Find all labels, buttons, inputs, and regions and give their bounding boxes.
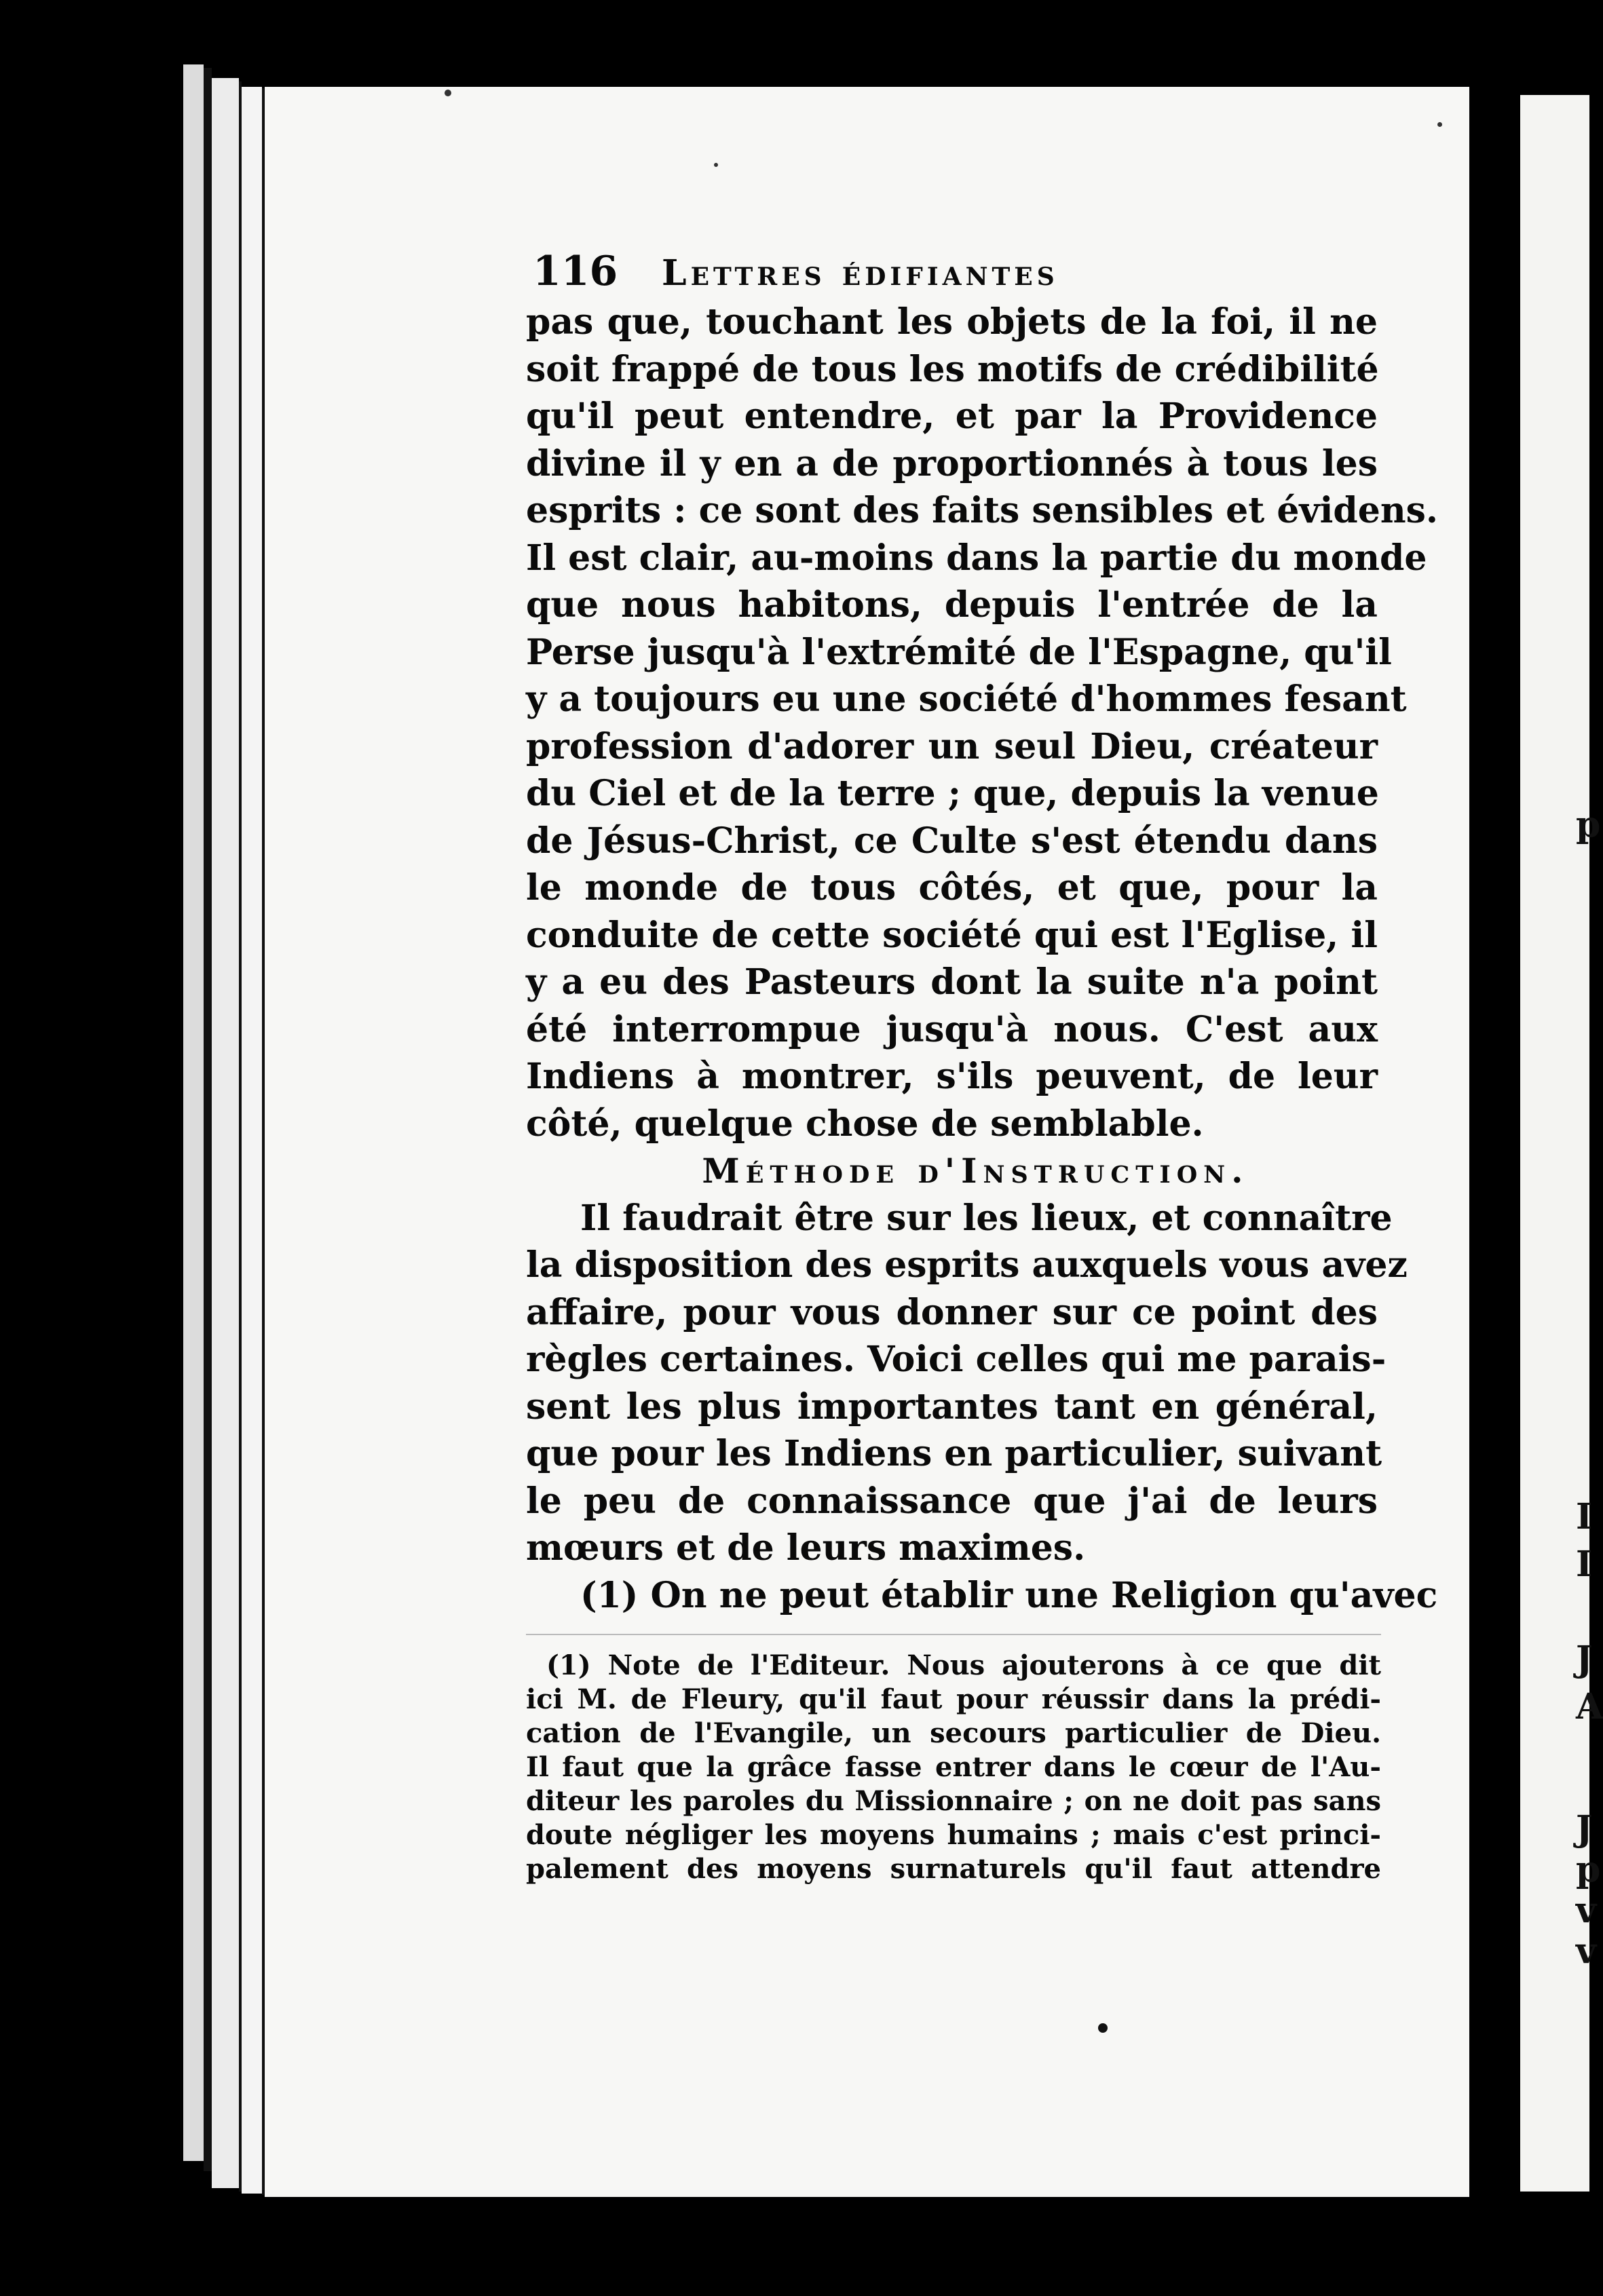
text-line: Il est clair, au-moins dans la partie du monde — [526, 537, 1427, 579]
page-edge — [183, 64, 204, 2161]
page-edge — [212, 78, 239, 2188]
body-text — [526, 299, 1439, 1619]
text-line: esprits : ce sont des faits sensibles et évidens. — [526, 490, 1439, 531]
facing-page-fragment: I — [1576, 1496, 1593, 1537]
footnote-line: Il faut que la grâce fasse entrer dans le cœur de l'Au- — [526, 1751, 1381, 1783]
text-line: côté, quelque chose de semblable. — [526, 1103, 1204, 1145]
text-line: pas que, touchant les objets de la foi, il ne — [526, 301, 1378, 343]
section-heading: Méthode d'Instruction. — [702, 1151, 1249, 1191]
footnote-line: ici M. de Fleury, qu'il faut pour réussir dans la prédi- — [526, 1683, 1381, 1715]
text-line: soit frappé de tous les motifs de crédibilité — [526, 348, 1379, 390]
text-line: mœurs et de leurs maximes. — [526, 1527, 1086, 1569]
text-line: le monde de tous côtés, et que, pour la — [526, 867, 1378, 908]
text-line: du Ciel et de la terre ; que, depuis la venue — [526, 773, 1379, 814]
text-line: sent les plus importantes tant en général, — [526, 1385, 1378, 1428]
facing-page-edge — [1520, 95, 1603, 2192]
book-gutter — [1469, 0, 1520, 2296]
footnote-line: doute négliger les moyens humains ; mais c'est princi- — [526, 1819, 1381, 1851]
text-line: la disposition des esprits auxquels vous avez — [526, 1244, 1408, 1286]
footnote-line: palement des moyens surnaturels qu'il faut attendre — [526, 1853, 1381, 1885]
text-line: divine il y en a de proportionnés à tous les — [526, 442, 1378, 484]
text-line: conduite de cette société qui est l'Eglise, il — [526, 914, 1378, 956]
page-number: 116 — [533, 248, 618, 295]
facing-page-fragment: A — [1576, 1686, 1603, 1727]
text-line: Il faudrait être sur les lieux, et connaître — [580, 1197, 1393, 1239]
page-edge-shadow — [262, 88, 264, 2195]
footnote-line: (1) Note de l'Editeur. Nous ajouterons à ce que dit — [546, 1649, 1381, 1681]
footnote-rule — [526, 1634, 1381, 1635]
paper-speck — [445, 90, 451, 96]
facing-page-fragment: p — [1576, 804, 1601, 845]
facing-page-fragment: v — [1576, 1930, 1597, 1972]
facing-page-fragment: J — [1576, 1808, 1593, 1850]
running-title: Lettres édifiantes — [662, 252, 1059, 294]
facing-page-fragment: v — [1576, 1890, 1597, 1931]
facing-page-fragment: p — [1576, 1849, 1601, 1890]
footnote-block — [526, 1649, 1381, 1886]
text-line: Indiens à montrer, s'ils peuvent, de leur — [526, 1056, 1378, 1097]
facing-page-fragment: I — [1576, 1544, 1593, 1585]
text-line: que nous habitons, depuis l'entrée de la — [526, 584, 1378, 626]
footnote-line: diteur les paroles du Missionnaire ; on ne doit pas sans — [526, 1785, 1381, 1817]
page-edge-shadow — [204, 68, 212, 2171]
paper-speck — [1098, 2023, 1108, 2033]
page-edge — [242, 87, 262, 2194]
text-line: le peu de connaissance que j'ai de leurs — [526, 1480, 1378, 1522]
text-line: y a eu des Pasteurs dont la suite n'a point — [526, 961, 1378, 1003]
text-line: qu'il peut entendre, et par la Providence — [526, 396, 1378, 437]
text-line: affaire, pour vous donner sur ce point des — [526, 1291, 1378, 1333]
text-line: Perse jusqu'à l'extrémité de l'Espagne, qu'il — [526, 631, 1392, 673]
text-line: que pour les Indiens en particulier, suivant — [526, 1433, 1382, 1474]
text-line: été interrompue jusqu'à nous. C'est aux — [526, 1008, 1378, 1050]
paper-speck — [1437, 122, 1442, 127]
footnote-line: cation de l'Evangile, un secours particulier de Dieu. — [526, 1717, 1381, 1749]
facing-page-fragment: J — [1576, 1639, 1593, 1680]
text-line: profession d'adorer un seul Dieu, créateur — [526, 725, 1378, 767]
text-line: règles certaines. Voici celles qui me parais- — [526, 1339, 1387, 1380]
text-line: y a toujours eu une société d'hommes fesant — [526, 678, 1407, 720]
text-line: (1) On ne peut établir une Religion qu'avec — [580, 1574, 1438, 1616]
running-header — [533, 248, 1483, 295]
paper-speck — [714, 163, 718, 167]
text-line: de Jésus-Christ, ce Culte s'est étendu dans — [526, 820, 1378, 862]
